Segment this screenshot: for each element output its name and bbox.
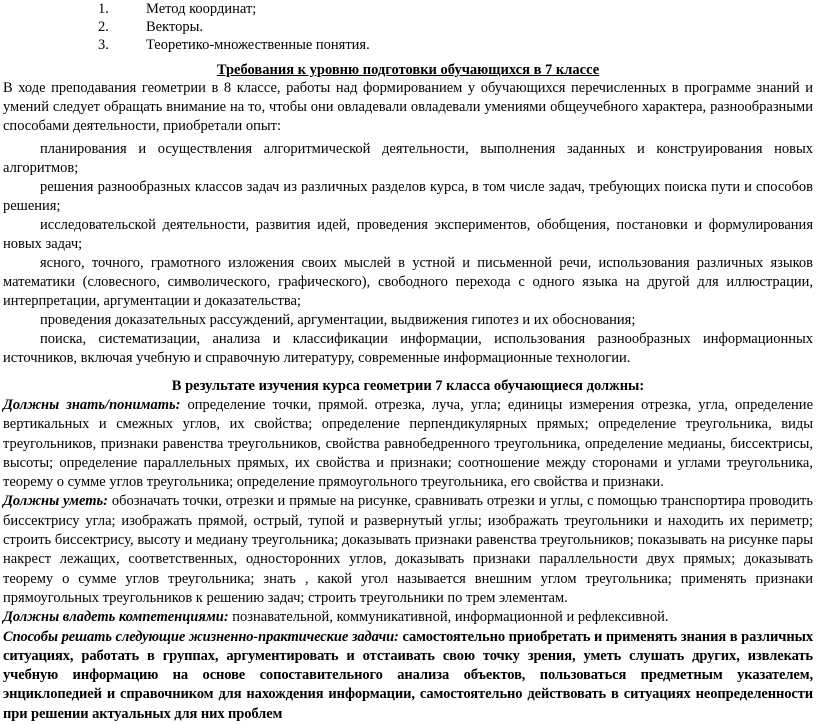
- competencies-text: познавательной, коммуникативной, информационной и рефлексивной.: [228, 609, 669, 626]
- practical-text: самостоятельно приобретать и применять знания в различных ситуациях, работать в группах, аргументировать и отстаивать свою точку зрения, уметь слушать других, извлекать учебную информацию на основе сопоставительного анализа объектов, пользоваться предметным указателем, энциклопедией и справочником для нахождения информации, самостоятельно действовать в ситуациях неопределенности при решении актуальных для них проблем: [3, 628, 813, 722]
- requirements-heading: Требования к уровню подготовки обучающихся в 7 классе: [216, 62, 600, 78]
- list-item: [3, 18, 813, 36]
- experience-item-research: исследовательской деятельности, развития идей, проведения экспериментов, обобщения, постановки и формулирования новых задач;: [3, 217, 813, 252]
- practical-label: Способы решать следующие жизненно-практические задачи:: [3, 628, 399, 645]
- able-label: Должны уметь:: [3, 493, 108, 510]
- experience-item-planning: планирования и осуществления алгоритмической деятельности, выполнения заданных и конструирования новых алгоритмов;: [3, 141, 813, 176]
- practical-section: [3, 628, 813, 724]
- competencies-label: Должны владеть компетенциями:: [3, 609, 229, 626]
- list-number: 3.: [98, 37, 109, 53]
- results-heading: В результате изучения курса геометрии 7 класса обучающиеся должны:: [171, 378, 645, 394]
- experience-item-information: поиска, систематизации, анализа и классификации информации, использования разнообразных информационных источников, включая учебную и справочную литературу, современные информационные технологии.: [3, 331, 813, 366]
- experience-item-reasoning: проведения доказательных рассуждений, аргументации, выдвижения гипотез и их обоснования;: [40, 312, 636, 328]
- numbered-list: [3, 0, 813, 54]
- list-item: [3, 36, 813, 54]
- know-label: Должны знать/понимать:: [3, 397, 181, 413]
- competencies-section: [3, 608, 813, 627]
- experience-item-solving: решения разнообразных классов задач из различных разделов курса, в том числе задач, требующих поиска пути и способов решения;: [3, 179, 813, 214]
- experience-item-expression: ясного, точного, грамотного изложения своих мыслей в устной и письменной речи, использования различных языков математики (словесного, символического, графического), свободного перехода с одного языка на другой для иллюстрации, интерпретации, аргументации и доказательства;: [3, 255, 813, 309]
- know-text: определение точки, прямой. отрезка, луча, угла; единицы измерения отрезка, угла, определение вертикальных и смежных углов, их свойства; определение перпендикулярных прямых; определение треугольника, виды треугольников, признаки равенства треугольников, свойства равнобедренного треугольника, определение медианы, биссектрисы, высоты; определение параллельных прямых, их свойства и признаки; соотношение между сторонами и углами треугольника, теорему о сумме углов треугольника; определение прямоугольного треугольника, его свойства и признаки.: [3, 397, 814, 491]
- able-text: обозначать точки, отрезки и прямые на рисунке, сравнивать отрезки и углы, с помощью транспортира проводить биссектрису угла; изображать прямой, острый, тупой и развернутый углы; изображать треугольники и находить их периметр; строить биссектрису, высоту и медиану треугольника; доказывать признаки равенства треугольников; показывать на рисунке пары накрест лежащих, соответственных, односторонних углов, доказывать признаки параллельности двух прямых; доказывать теорему о сумме углов треугольника; знать , какой угол называется внешним углом треугольника; применять признаки прямоугольных треугольников к решению задач; строить треугольники по трем элементам.: [3, 493, 814, 606]
- intro-paragraph: В ходе преподавания геометрии в 8 классе, работы над формированием у обучающихся перечисленных в программе знаний и умений следует обращать внимание на то, чтобы они овладевали овладевали умениями общеучебного характера, разнообразными способами деятельности, приобретали опыт:: [3, 80, 813, 134]
- list-text: Метод координат;: [146, 1, 257, 17]
- list-number: 1.: [98, 1, 109, 17]
- know-section: [3, 396, 813, 492]
- list-text: Теоретико-множественные понятия.: [146, 37, 370, 53]
- list-item: [3, 0, 813, 18]
- list-number: 2.: [98, 19, 109, 35]
- list-text: Векторы.: [146, 19, 203, 35]
- able-section: [3, 492, 813, 608]
